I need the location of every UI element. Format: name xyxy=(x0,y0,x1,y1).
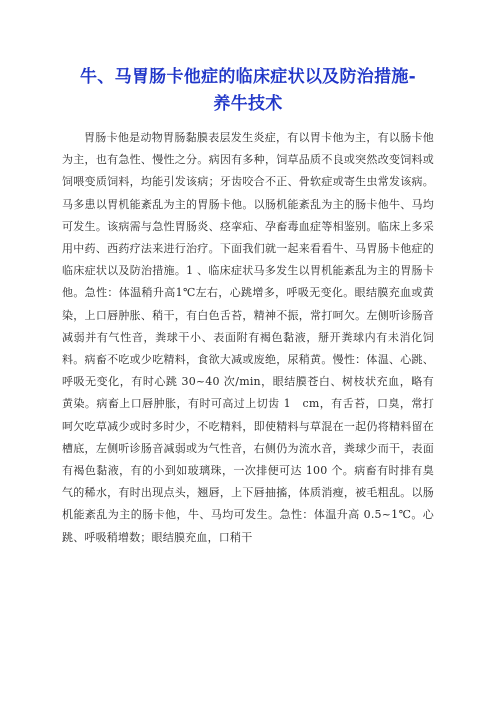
title-line-2: 养牛技术 xyxy=(213,94,283,114)
document-title xyxy=(62,64,434,118)
body-paragraph: 胃肠卡他是动物胃肠黏膜表层发生炎症，有以胃卡他为主，有以肠卡他为主，也有急性、慢性之分。病因有多种，饲草品质不良或突然改变饲料或饲喂变质饲料，均能引发该病；牙齿咬合不正、骨软症或寄生虫常发该病。马多患以胃机能紊乱为主的胃肠卡他。以肠机能紊乱为主的肠卡他牛、马均可发生。该病需与急性胃肠炎、痉挛疝、孕畜毒血症等相鉴别。临床上多采用中药、西药疗法来进行治疗。下面我们就一起来看看牛、马胃肠卡他症的临床症状以及防治措施。1 、临床症状马多发生以胃机能紊乱为主的胃肠卡他。急性：体温稍升高1℃左右，心跳增多，呼吸无变化。眼结膜充血或黄染，上口唇肿胀、稍干，有白色舌苔，精神不振，常打呵欠。左侧听诊肠音减弱并有气性音，粪球干小、表面附有褐色黏液，掰开粪球内有未消化饲料。病畜不吃或少吃精料，食欲大减或废绝，尿稍黄。慢性：体温、心跳、呼吸无变化，有时心跳 30~40 次/min，眼结膜苍白、树枝状充血，略有黄染。病畜上口唇肿胀，有时可高过上切齿 1 cm，有舌苔，口臭，常打呵欠吃草减少或时多时少，不吃精料，即使精料与草混在一起仍将精料留在槽底，左侧听诊肠音减弱或为气性音，右侧仍为流水音，粪球少而干，表面有褐色黏液，有的小到如玻璃珠，一次排便可达 100 个。病畜有时排有臭气的稀水，有时出现点头，翘唇，上下唇抽搐，体质消瘦，被毛粗乱。以肠机能紊乱为主的肠卡他，牛、马均可发生。急性：体温升高 0.5~1℃。心跳、呼吸稍增数；眼结膜充血，口稍干 xyxy=(62,131,434,544)
title-line-1: 牛、马胃肠卡他症的临床症状以及防治措施- xyxy=(79,67,417,87)
